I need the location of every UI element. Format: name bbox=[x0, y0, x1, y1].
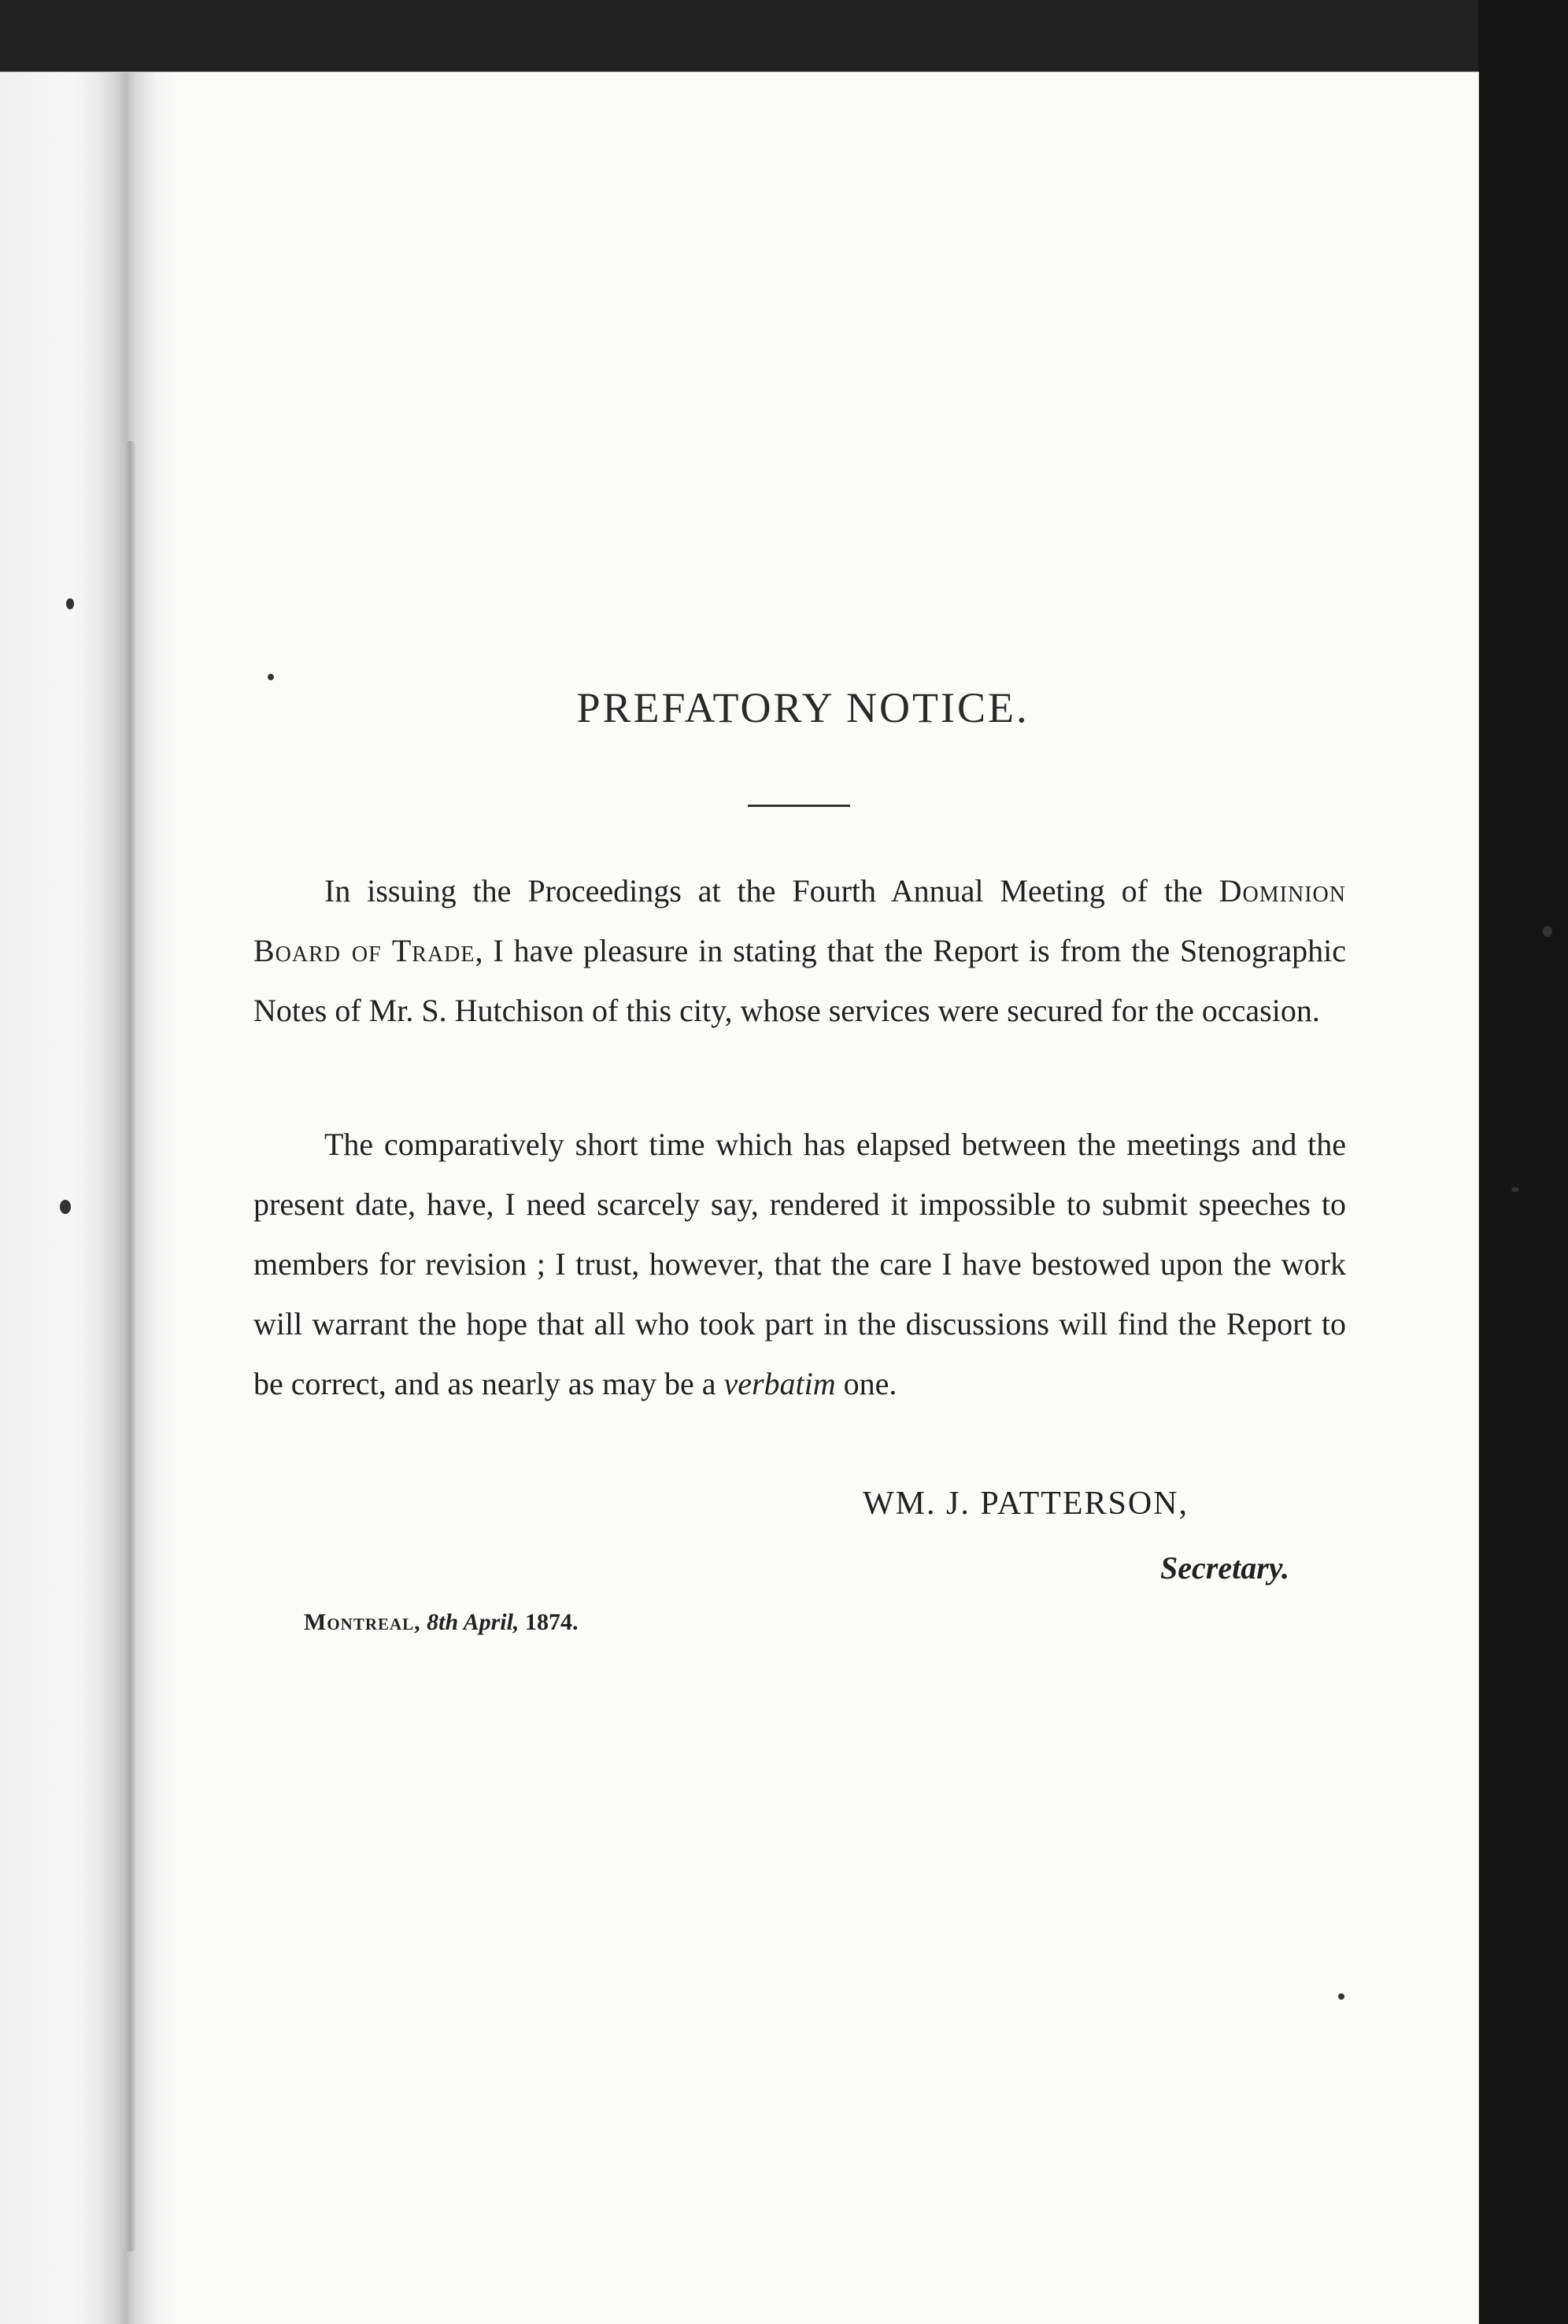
binding-gutter bbox=[0, 72, 181, 2324]
paragraph-1-text-a: In issuing the Proceedings at the Fourth Annual Meeting of the bbox=[324, 873, 1219, 909]
dateline-day: 8th April, bbox=[427, 1609, 520, 1635]
paragraph-2 bbox=[253, 1115, 1346, 1414]
scan-speck bbox=[1543, 926, 1552, 937]
paragraph-2-text-b: one. bbox=[835, 1366, 897, 1401]
dateline bbox=[304, 1609, 578, 1636]
dateline-year: 1874. bbox=[524, 1609, 579, 1635]
scan-speck bbox=[66, 598, 74, 609]
scan-speck bbox=[60, 1200, 71, 1214]
scan-speck bbox=[1511, 1187, 1519, 1192]
title-rule bbox=[748, 805, 850, 807]
page-title: PREFATORY NOTICE. bbox=[576, 684, 1030, 731]
paragraph-1 bbox=[253, 861, 1346, 1041]
paragraph-2-text-a: The comparatively short time which has elapsed between the meetings and the present date, have, I need scarcely say, rendered it impossible to submit speeches to members for revision ; I trust, however, that the care I have bestowed upon the work will warrant the hope that all who took part in the discussions will find the Report to be correct, and as nearly as may be a bbox=[253, 1127, 1346, 1401]
scanner-edge bbox=[1478, 0, 1568, 2324]
signature-name: WM. J. PATTERSON, bbox=[863, 1486, 1189, 1522]
paragraph-1-text-b: , I have pleasure in stating that the Report is from the Stenographic Notes of Mr. S. Hutchison of this city, whose services were secured for the occasion. bbox=[253, 933, 1347, 1028]
scan-speck bbox=[1338, 1993, 1344, 2000]
dateline-city: Montreal, bbox=[304, 1609, 421, 1635]
scan-speck bbox=[268, 674, 274, 680]
emphasized-word: verbatim bbox=[723, 1366, 836, 1401]
signature-title: Secretary. bbox=[1160, 1550, 1290, 1586]
organization-name: Dominion Board of Trade bbox=[253, 873, 1346, 968]
